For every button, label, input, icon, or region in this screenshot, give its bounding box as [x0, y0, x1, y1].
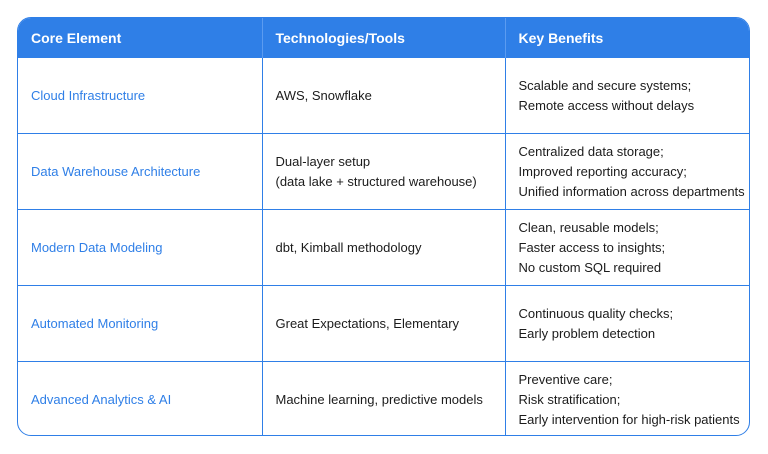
benefits-cell	[505, 362, 749, 437]
core-element-cell: Automated Monitoring	[18, 286, 262, 362]
tools-line: Dual-layer setup	[275, 153, 371, 169]
benefit-line: Clean, reusable models;	[518, 219, 659, 235]
benefit-line: Improved reporting accuracy;	[518, 163, 687, 179]
core-element-cell: Cloud Infrastructure	[31, 87, 146, 103]
benefit-line: Early problem detection	[518, 325, 656, 341]
benefit-line: Faster access to insights;	[518, 239, 666, 255]
benefits-cell	[505, 134, 749, 210]
benefit-line: Early intervention for high-risk patients	[518, 411, 740, 427]
benefit-line: Scalable and secure systems;	[518, 77, 692, 93]
benefit-line: Unified information across departments	[518, 183, 745, 199]
benefit-line: Risk stratification;	[518, 391, 621, 407]
header-technologies-tools: Technologies/Tools	[262, 18, 505, 58]
tools-cell	[262, 362, 505, 437]
benefit-line: Continuous quality checks;	[518, 305, 674, 321]
tools-line: (data lake + structured warehouse)	[275, 173, 477, 189]
benefit-line: Preventive care;	[518, 371, 613, 387]
tools-line: Machine learning, predictive models	[275, 391, 483, 407]
core-element-cell: Data Warehouse Architecture	[18, 134, 262, 210]
tools-cell	[262, 286, 505, 362]
table-row	[18, 58, 749, 134]
tools-line: Great Expectations, Elementary	[275, 315, 460, 331]
core-element-cell: Advanced Analytics & AI	[18, 362, 262, 437]
header-core-element: Core Element	[18, 18, 262, 58]
table-header-row	[18, 18, 749, 58]
core-element-cell: Modern Data Modeling	[18, 210, 262, 286]
benefit-line: Remote access without delays	[518, 97, 695, 113]
benefit-line: No custom SQL required	[518, 259, 662, 275]
table-row	[18, 134, 749, 210]
tools-cell	[262, 134, 505, 210]
table-row	[18, 362, 749, 437]
benefits-cell	[505, 286, 749, 362]
tools-line: AWS, Snowflake	[275, 87, 372, 103]
comparison-table-container	[17, 17, 750, 436]
table-row	[18, 286, 749, 362]
comparison-table	[18, 18, 749, 436]
benefits-cell	[505, 210, 749, 286]
tools-cell	[262, 210, 505, 286]
table-row	[18, 210, 749, 286]
tools-cell	[262, 58, 505, 134]
benefit-line: Centralized data storage;	[518, 143, 664, 159]
benefits-cell	[505, 58, 749, 134]
header-key-benefits: Key Benefits	[505, 18, 749, 58]
tools-line: dbt, Kimball methodology	[275, 239, 422, 255]
